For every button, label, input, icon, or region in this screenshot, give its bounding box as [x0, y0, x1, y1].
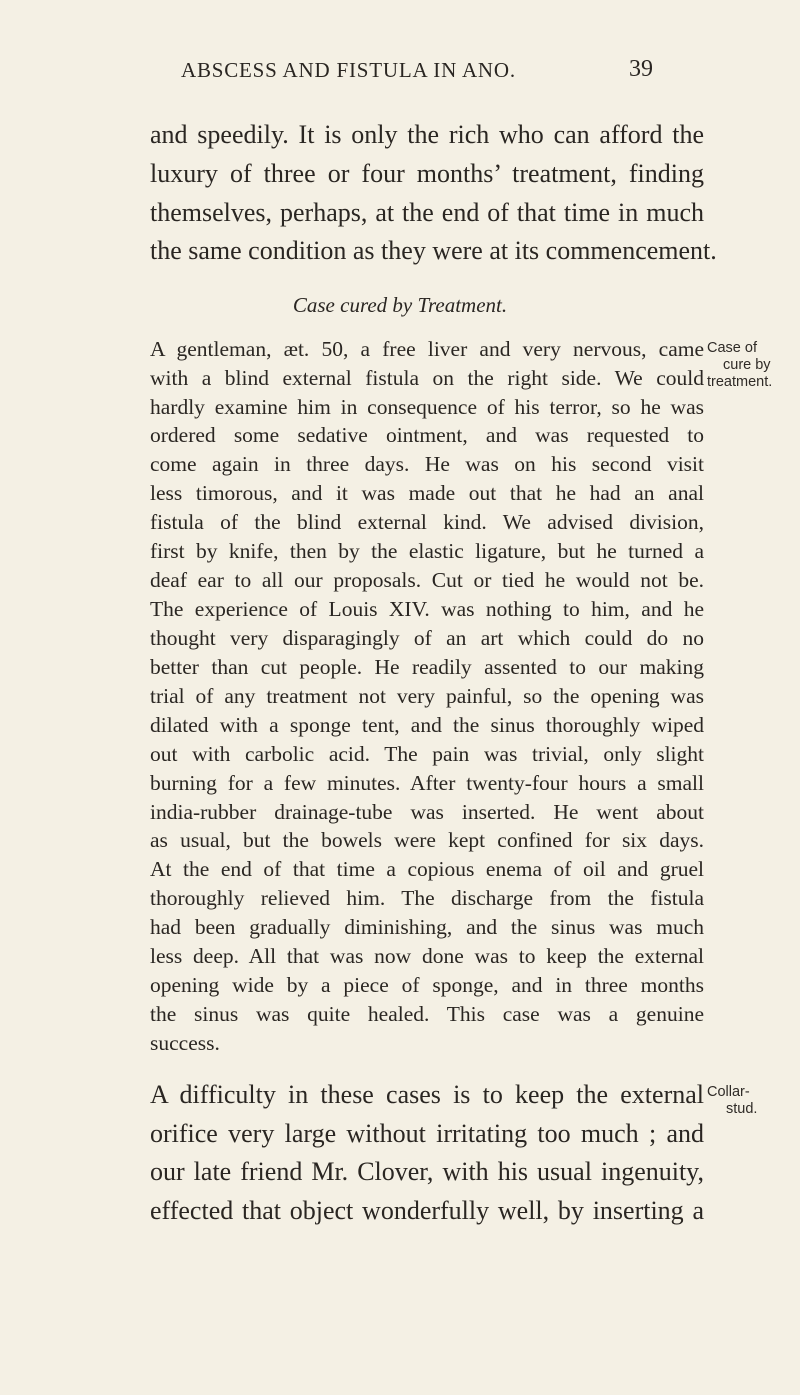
text-line: thoroughly relieved him. The discharge from the fistula: [150, 886, 704, 910]
side-note-line: Case of: [707, 340, 757, 356]
text-line: At the end of that time a copious enema of oil and gruel: [150, 857, 704, 881]
text-line: effected that object wonderfully well, by inserting a: [150, 1196, 704, 1225]
text-line: and speedily. It is only the rich who can afford the: [150, 120, 704, 149]
text-line: less timorous, and it was made out that he had an anal: [150, 481, 704, 505]
text-line: thought very disparagingly of an art which could do no: [150, 626, 704, 650]
side-note-line: stud.: [726, 1101, 758, 1117]
text-line: opening wide by a piece of sponge, and in three months: [150, 973, 704, 997]
text-line: come again in three days. He was on his second visit: [150, 452, 704, 476]
section-subheading: Case cured by Treatment.: [292, 293, 508, 317]
text-line: first by knife, then by the elastic ligature, but he turned a: [150, 539, 704, 563]
running-title: ABSCESS AND FISTULA IN ANO.: [181, 58, 516, 82]
text-line: hardly examine him in consequence of his terror, so he was: [150, 395, 704, 419]
text-line: luxury of three or four months’ treatment, finding: [150, 159, 704, 188]
text-line: deaf ear to all our proposals. Cut or tied he would not be.: [150, 568, 704, 592]
side-note-case-of-cure: [707, 340, 772, 391]
text-line: dilated with a sponge tent, and the sinus thoroughly wiped: [150, 713, 704, 737]
text-line: the sinus was quite healed. This case was a genuine: [150, 1002, 704, 1026]
page-number: 39: [629, 56, 653, 82]
text-line: themselves, perhaps, at the end of that time in much: [150, 198, 704, 227]
text-line: as usual, but the bowels were kept confined for six days.: [150, 828, 704, 852]
text-line: less deep. All that was now done was to keep the external: [150, 944, 704, 968]
text-line: with a blind external fistula on the right side. We could: [150, 366, 704, 390]
side-note-line: Collar-: [707, 1084, 750, 1100]
text-line: india-rubber drainage-tube was inserted. He went about: [150, 800, 704, 824]
side-note-line: treatment.: [707, 374, 773, 390]
running-head: [0, 58, 800, 88]
text-line: A difficulty in these cases is to keep the external: [150, 1080, 704, 1109]
text-line: burning for a few minutes. After twenty-four hours a small: [150, 771, 704, 795]
text-line: better than cut people. He readily assented to our making: [150, 655, 704, 679]
text-line: out with carbolic acid. The pain was trivial, only slight: [150, 742, 704, 766]
text-line: The experience of Louis XIV. was nothing to him, and he: [150, 597, 704, 621]
text-line: ordered some sedative ointment, and was requested to: [150, 423, 704, 447]
text-line: fistula of the blind external kind. We advised division,: [150, 510, 704, 534]
text-line: success.: [150, 1031, 220, 1055]
text-line: orifice very large without irritating too much ; and: [150, 1119, 704, 1148]
text-line: the same condition as they were at its commencement.: [150, 236, 717, 265]
text-line: had been gradually diminishing, and the sinus was much: [150, 915, 704, 939]
side-note-collar-stud: [707, 1084, 757, 1118]
text-line: our late friend Mr. Clover, with his usual ingenuity,: [150, 1157, 704, 1186]
text-line: trial of any treatment not very painful, so the opening was: [150, 684, 704, 708]
side-note-line: cure by: [723, 357, 771, 373]
text-line: A gentleman, æt. 50, a free liver and very nervous, came: [150, 337, 704, 361]
